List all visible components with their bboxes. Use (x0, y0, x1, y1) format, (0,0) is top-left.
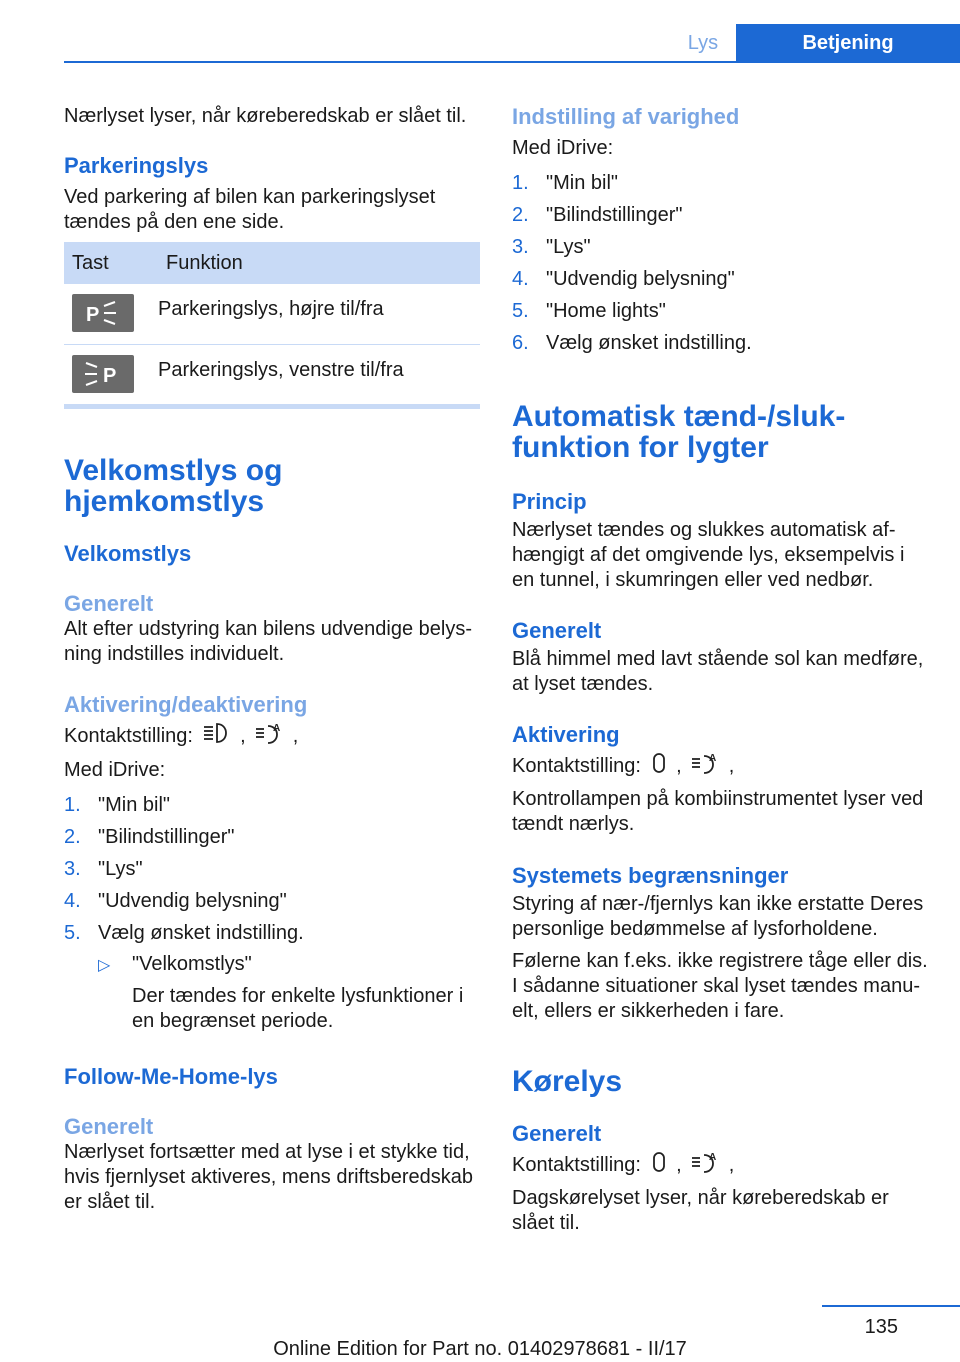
list-item: 5. Vælg ønsket indstilling. (64, 922, 304, 944)
list-item: 4. "Udvendig belysning" (512, 268, 735, 290)
auto-title: Automatisk tænd-/slukfunktion for lygter (512, 400, 846, 464)
header-chapter-tab: Betjening (736, 24, 960, 62)
svg-text:A: A (709, 1152, 717, 1163)
list-item: 2. "Bilindstillinger" (512, 204, 683, 226)
right-column (512, 100, 932, 1236)
table-bottom-rule (64, 404, 480, 409)
list-item: 6. Vælg ønsket indstilling. (512, 332, 752, 354)
limits-text-2: Følerne kan f.eks. ikke registrere tåge eller dis. I sådanne situationer skal lyset tændes manuelt, ellers er sikkerheden i fare. (512, 950, 928, 1022)
automatic-light-icon (691, 1151, 719, 1180)
svg-text:A: A (273, 723, 281, 734)
contact-separator: , (292, 724, 299, 747)
low-beam-icon (203, 722, 231, 751)
page-number-rule (822, 1305, 960, 1307)
table-cell-function: Parkeringslys, højre til/fra (158, 284, 480, 344)
duration-idrive-label: Med iDrive: (512, 137, 614, 159)
table-cell-key (64, 284, 158, 344)
table-header-key: Tast (64, 242, 158, 284)
contact-separator: , (676, 754, 682, 777)
substep-title: "Velkomstlys" (132, 953, 252, 975)
table-header-function: Funktion (158, 242, 480, 284)
svg-text:P: P (103, 364, 117, 387)
parking-light-right-icon (72, 294, 134, 332)
table-row (64, 284, 480, 344)
footer-edition: Online Edition for Part no. 01402978681 - II/17 (273, 1338, 687, 1360)
substep-text: Der tændes for enkelte lysfunktioner i en begrænset periode. (132, 985, 464, 1032)
principle-text: Nærlyset tændes og slukkes automatisk afhængigt af det omgivende lys, eksempelvis i en tunnel, i skumringen eller ved nedbør. (512, 519, 905, 591)
table-header-row (64, 242, 480, 284)
welcome-general-text: Alt efter udstyring kan bilens udvendige belysning indstilles individuelt. (64, 618, 473, 665)
daytime-title: Kørelys (512, 1065, 623, 1098)
duration-steps-list (512, 167, 932, 359)
contact-label: Kontaktstilling: (512, 1153, 641, 1176)
parking-heading: Parkeringslys (64, 153, 209, 178)
header-rule (64, 61, 960, 63)
daytime-text: Dagskørelyset lyser, når køreberedskab er slået til. (512, 1187, 889, 1234)
triangle-bullet-icon: ▷ (98, 957, 111, 974)
follow-heading: Follow-Me-Home-lys (64, 1064, 278, 1089)
contact-separator: , (728, 754, 735, 777)
contact-label: Kontaktstilling: (512, 754, 641, 777)
table-cell-function: Parkeringslys, venstre til/fra (158, 358, 404, 381)
table-cell-key (64, 344, 158, 404)
intro-text: Nærlyset lyser, når køreberedskab er slået til. (64, 105, 467, 127)
auto-general-text: Blå himmel med lavt stående sol kan medføre, at lyset tændes. (512, 648, 924, 695)
sub-list-item (98, 952, 480, 1034)
welcome-contact-line (64, 722, 480, 751)
welcome-subheading: Velkomstlys (64, 541, 192, 566)
auto-contact-line (512, 752, 932, 781)
welcome-steps-list (64, 789, 480, 949)
list-item: 1. "Min bil" (64, 794, 170, 816)
parking-key-table (64, 242, 480, 404)
follow-general-heading: Generelt (64, 1114, 154, 1139)
list-item: 3. "Lys" (64, 858, 143, 880)
header-section-tab: Lys (687, 32, 719, 54)
welcome-activation-heading: Aktivering/deaktivering (64, 692, 308, 717)
list-item: 4. "Udvendig belysning" (64, 890, 287, 912)
svg-text:A: A (709, 753, 717, 764)
ignition-icon (651, 1151, 667, 1180)
welcome-substeps-list (98, 952, 480, 1034)
daytime-general-heading: Generelt (512, 1121, 602, 1146)
contact-separator: , (676, 1153, 682, 1176)
contact-separator: , (728, 1153, 735, 1176)
daytime-contact-line (512, 1151, 932, 1180)
limits-heading: Systemets begrænsninger (512, 863, 789, 888)
contact-separator: , (240, 724, 246, 747)
left-column (64, 100, 480, 1215)
list-item: 5. "Home lights" (512, 300, 666, 322)
list-item: 1. "Min bil" (512, 172, 618, 194)
automatic-light-icon (255, 722, 283, 751)
page-number: 135 (864, 1316, 898, 1338)
limits-text-1: Styring af nær-/fjernlys kan ikke erstatte Deres personlige bedømmelse af lysforholdene. (512, 893, 924, 940)
follow-text: Nærlyset fortsætter med at lyse i et stykke tid, hvis fjernlyset aktiveres, mens driftsberedskab er slået til. (64, 1141, 474, 1213)
parking-text: Ved parkering af bilen kan parkeringslyset tændes på den ene side. (64, 186, 436, 233)
auto-activation-text: Kontrollampen på kombiinstrumentet lyser ved tændt nærlys. (512, 788, 924, 835)
welcome-idrive-label: Med iDrive: (64, 759, 166, 781)
parking-light-left-icon (72, 355, 134, 393)
list-item: 2. "Bilindstillinger" (64, 826, 235, 848)
ignition-icon (651, 752, 667, 781)
contact-label: Kontaktstilling: (64, 724, 193, 747)
duration-heading: Indstilling af varighed (512, 104, 740, 129)
table-row (64, 344, 480, 404)
list-item: 3. "Lys" (512, 236, 591, 258)
welcome-title: Velkomstlys og hjemkomstlys (64, 454, 283, 518)
automatic-light-icon (691, 752, 719, 781)
welcome-general-heading: Generelt (64, 591, 154, 616)
svg-text:P: P (86, 304, 100, 326)
auto-general-heading: Generelt (512, 618, 602, 643)
auto-activation-heading: Aktivering (512, 722, 620, 747)
principle-heading: Princip (512, 489, 587, 514)
